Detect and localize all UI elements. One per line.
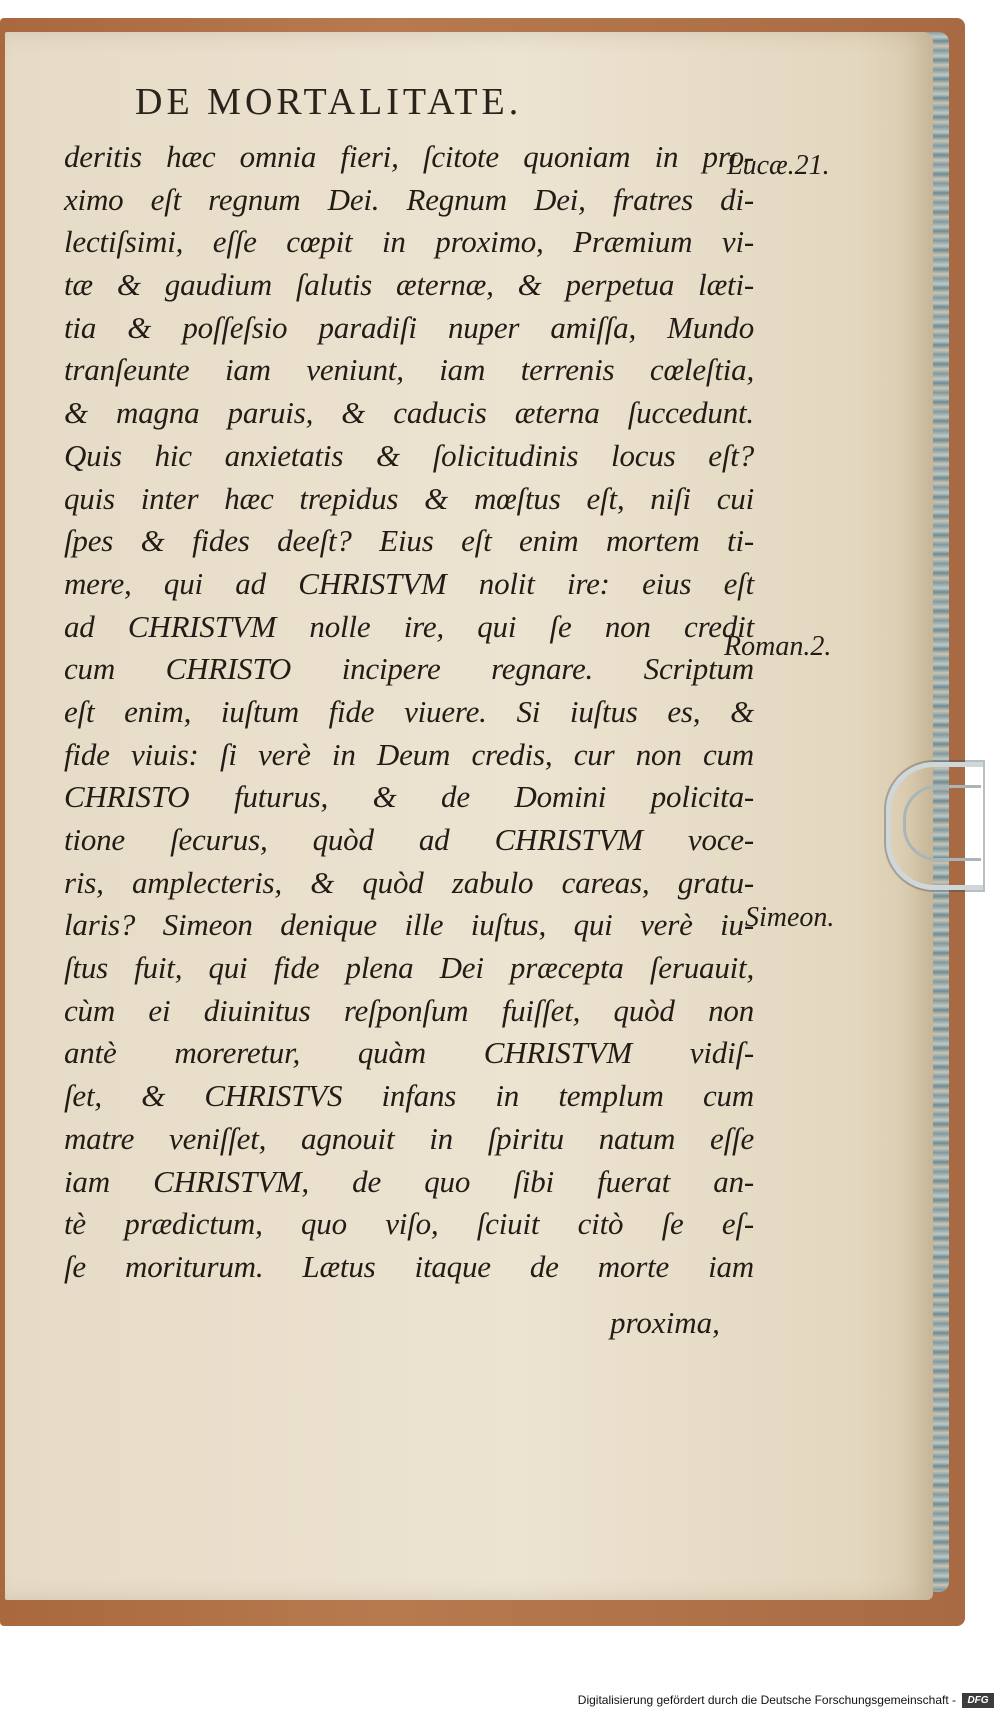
text-line: ſtus fuit, qui fide plena Dei præcepta ſeruauit,	[64, 950, 754, 986]
text-line: lectiſsimi, eſſe cœpit in proximo, Præmium vi-	[64, 224, 754, 260]
text-line: quis inter hæc trepidus & mœſtus eſt, niſi cui	[64, 480, 754, 516]
text-line: Quis hic anxietatis & ſolicitudinis locus eſt?	[64, 437, 754, 473]
text-line: eſt enim, iuſtum fide viuere. Si iuſtus es, &	[64, 693, 754, 729]
text-line: matre veniſſet, agnouit in ſpiritu natum eſſe	[64, 1120, 754, 1156]
text-line: antè moreretur, quàm CHRISTVM vidiſ-	[64, 1035, 754, 1071]
running-head: DE MORTALITATE.	[135, 81, 523, 123]
text-line: tæ & gaudium ſalutis æternæ, & perpetua læti-	[64, 267, 754, 303]
text-line: ſpes & fides deeſt? Eius eſt enim mortem ti-	[64, 523, 754, 559]
margin-note-simeon: Simeon.	[745, 902, 835, 933]
funding-credit: Digitalisierung gefördert durch die Deutsche Forschungsgemeinschaft -	[577, 1693, 956, 1707]
text-line: tia & poſſeſsio paradiſi nuper amiſſa, Mundo	[64, 309, 754, 345]
text-line: ximo eſt regnum Dei. Regnum Dei, fratres di-	[64, 181, 754, 217]
footer-bar	[0, 1690, 1000, 1713]
text-line: cùm ei diuinitus reſponſum fuiſſet, quòd non	[64, 992, 754, 1028]
text-line: mere, qui ad CHRISTVM nolit ire: eius eſt	[64, 565, 754, 601]
text-line: deritis hæc omnia fieri, ſcitote quoniam in pro-	[64, 139, 754, 174]
text-line: fide viuis: ſi verè in Deum credis, cur non cum	[64, 736, 754, 772]
margin-note-luca: Lucæ.21.	[727, 150, 830, 181]
text-line: laris? Simeon denique ille iuſtus, qui verè iu-	[64, 907, 754, 943]
text-line: ad CHRISTVM nolle ire, qui ſe non credit	[64, 608, 754, 644]
text-line: tè prædictum, quo viſo, ſciuit citò ſe eſ-	[64, 1206, 754, 1242]
text-line: & magna paruis, & caducis æterna ſuccedunt.	[64, 395, 754, 431]
text-line: tranſeunte iam veniunt, iam terrenis cœleſtia,	[64, 352, 754, 388]
margin-note-roman: Roman.2.	[724, 631, 832, 662]
body-text	[64, 136, 754, 1289]
catchword: proxima,	[610, 1305, 720, 1340]
text-line: iam CHRISTVM, de quo ſibi fuerat an-	[64, 1163, 754, 1199]
dfg-logo-icon: DFG	[962, 1693, 994, 1708]
text-line: ſe moriturum. Lætus itaque de morte iam	[64, 1248, 754, 1284]
text-line: ris, amplecteris, & quòd zabulo careas, gratu-	[64, 864, 754, 900]
text-line: ſet, & CHRISTVS infans in templum cum	[64, 1078, 754, 1114]
text-line: tione ſecurus, quòd ad CHRISTVM voce-	[64, 822, 754, 857]
text-line: CHRISTO futurus, & de Domini policita-	[64, 779, 754, 815]
paper-clip-inner	[903, 785, 981, 861]
text-line: cum CHRISTO incipere regnare. Scriptum	[64, 651, 754, 687]
